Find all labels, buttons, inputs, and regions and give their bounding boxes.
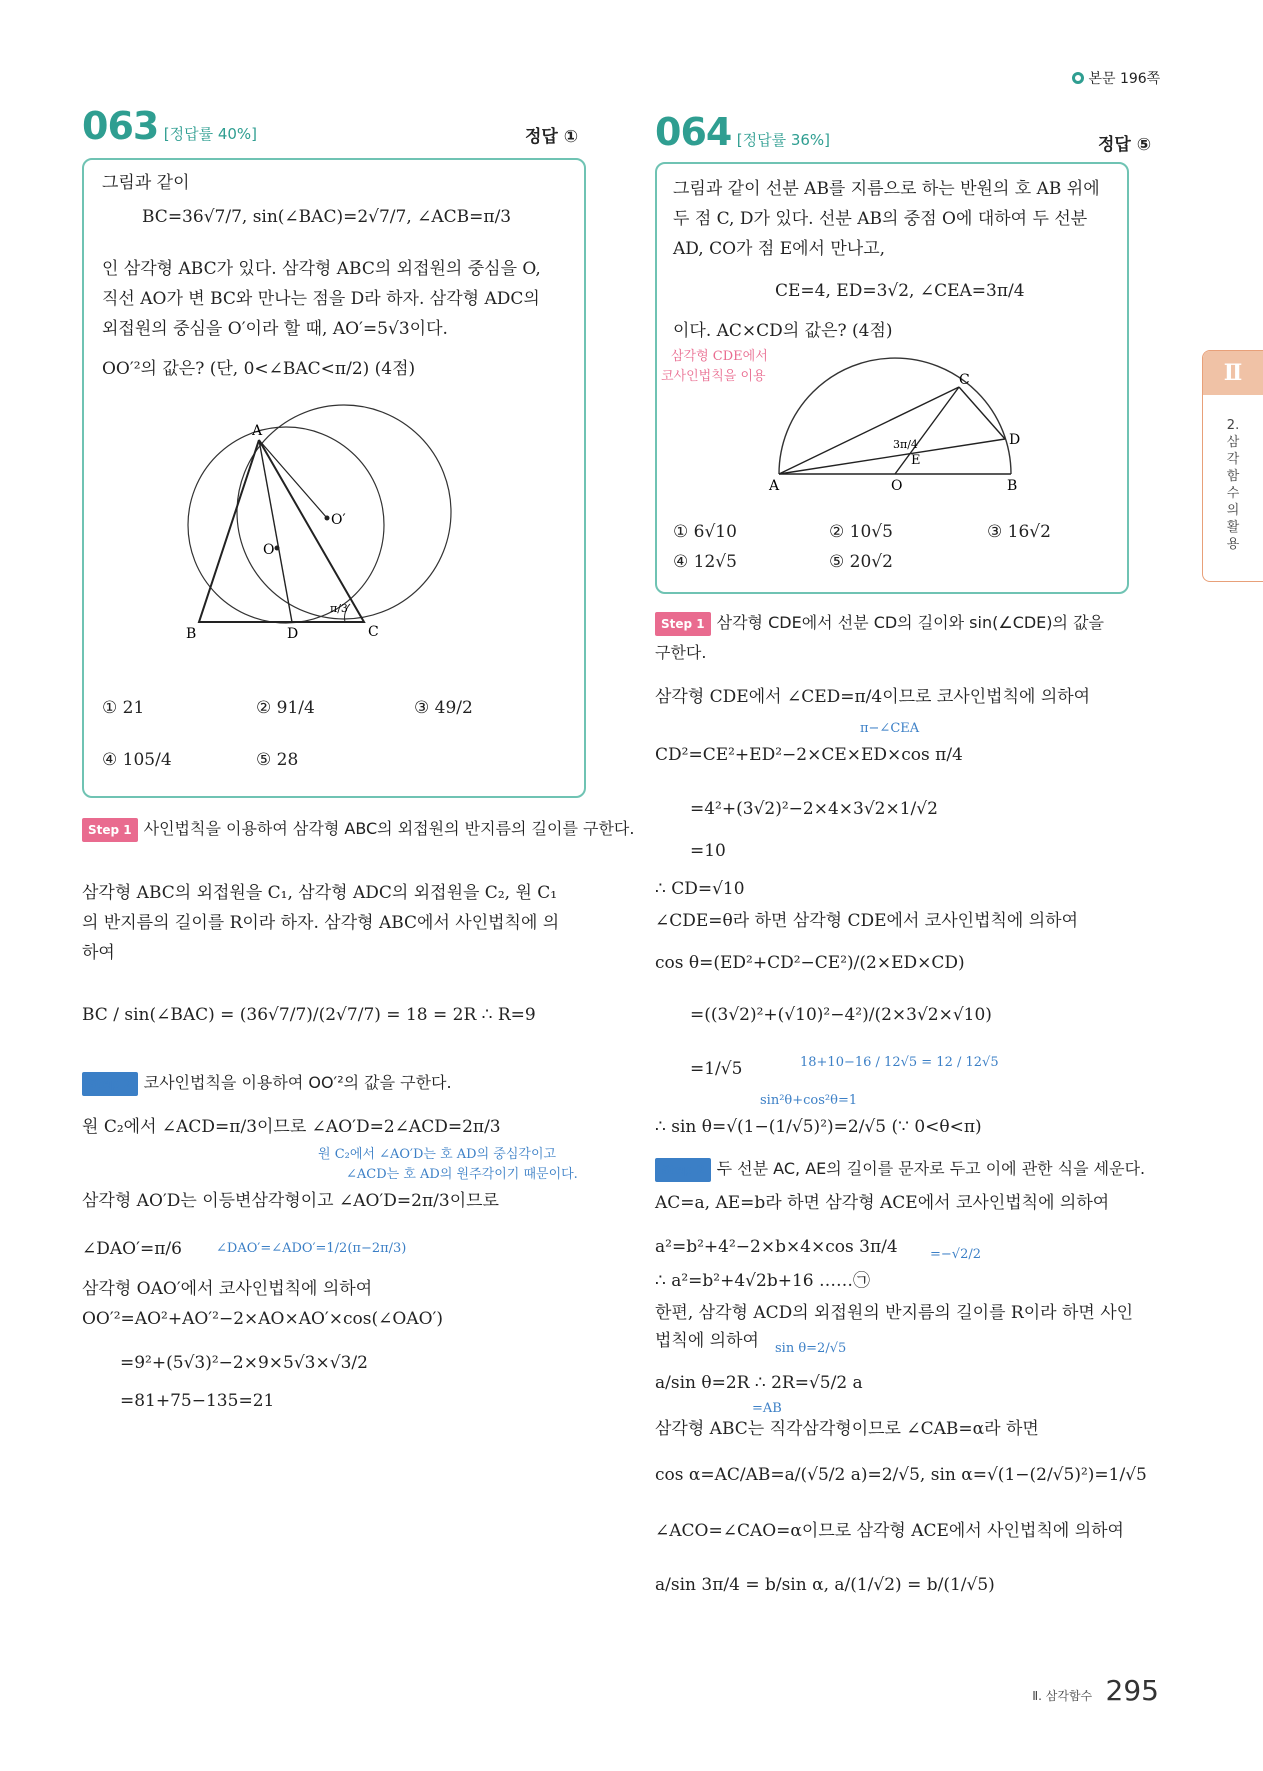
solution-line: 삼각형 ABC의 외접원을 C₁, 삼각형 ADC의 외접원을 C₂, 원 C₁ — [82, 883, 558, 903]
solution-line: =((3√2)²+(√10)²−4²)/(2×3√2×√10) — [690, 1005, 992, 1025]
page-ref-text: 본문 196쪽 — [1088, 71, 1161, 87]
label-d: D — [287, 626, 299, 642]
label-a: A — [769, 478, 780, 494]
choice-4[interactable]: ④ 105/4 — [102, 750, 172, 770]
label-o2: O′ — [331, 512, 346, 528]
point-o — [275, 546, 280, 551]
choice-1[interactable]: ① 6√10 — [673, 522, 737, 542]
problem-063-header — [82, 104, 257, 148]
segment-ao2 — [259, 440, 327, 518]
circle-icon — [1072, 72, 1084, 84]
page-footer — [1032, 1674, 1159, 1707]
solution-line: OO′²=AO²+AO′²−2×AO×AO′×cos(∠OAO′) — [82, 1309, 444, 1329]
label-angle: 3π/4 — [893, 438, 918, 451]
solution-line: cos α=AC/AB=a/(√5/2 a)=2/√5, sin α=√(1−(2/√5)²)=1/√5 — [655, 1465, 1147, 1485]
solution-line: 원 C₂에서 ∠ACD=π/3이므로 ∠AO′D=2∠ACD=2π/3 — [82, 1117, 501, 1137]
choice-5[interactable]: ⑤ 28 — [256, 750, 299, 770]
problem-line: 외접원의 중심을 O′이라 할 때, AO′=5√3이다. — [102, 319, 448, 339]
solution-line: ∠DAO′=π/6 — [82, 1239, 182, 1259]
choice-3[interactable]: ③ 16√2 — [987, 522, 1051, 542]
solution-note: =−√2/2 — [930, 1247, 981, 1262]
solution-note: =AB — [752, 1401, 782, 1416]
figure-064 — [767, 354, 1047, 494]
problem-formula: BC=36√7/7, sin(∠BAC)=2√7/7, ∠ACB=π/3 — [142, 207, 512, 227]
solution-line: =81+75−135=21 — [120, 1391, 275, 1411]
segment-co — [895, 387, 959, 474]
problem-number: 064 — [655, 110, 732, 154]
solution-line: 삼각형 OAO′에서 코사인법칙에 의하여 — [82, 1279, 373, 1299]
solution-line: ∠CDE=θ라 하면 삼각형 CDE에서 코사인법칙에 의하여 — [655, 911, 1079, 931]
problem-line: 이다. AC×CD의 값은? (4점) — [673, 321, 893, 341]
answer-label: 정답 ⑤ — [1098, 135, 1152, 155]
figure-063 — [164, 400, 504, 660]
solution-note: ∠DAO′=∠ADO′=1/2(π−2π/3) — [216, 1241, 407, 1256]
problem-formula: CE=4, ED=3√2, ∠CEA=3π/4 — [775, 281, 1025, 301]
solution-line: 하여 — [82, 943, 115, 963]
segment-ad — [779, 439, 1005, 474]
step1-heading — [82, 818, 634, 842]
label-b: B — [1007, 478, 1018, 494]
choice-2[interactable]: ② 91/4 — [256, 698, 315, 718]
solution-line: a²=b²+4²−2×b×4×cos 3π/4 — [655, 1237, 898, 1257]
solution-line: =10 — [690, 841, 726, 861]
solution-line: 법칙에 의하여 — [655, 1331, 759, 1351]
problem-number: 063 — [82, 104, 159, 148]
correct-rate: [정답률 36%] — [736, 131, 831, 149]
solution-line: ∠ACO=∠CAO=α이므로 삼각형 ACE에서 사인법칙에 의하여 — [655, 1521, 1124, 1541]
step1-title: 삼각형 CDE에서 선분 CD의 길이와 sin(∠CDE)의 값을 — [716, 613, 1104, 632]
problem-line: 인 삼각형 ABC가 있다. 삼각형 ABC의 외접원의 중심을 O, — [102, 259, 541, 279]
choice-3[interactable]: ③ 49/2 — [414, 698, 473, 718]
choice-4[interactable]: ④ 12√5 — [673, 552, 737, 572]
step2-tag: Step 2 — [655, 1158, 711, 1182]
label-e: E — [911, 453, 921, 468]
segment-cd — [959, 387, 1005, 439]
label-a: A — [252, 423, 263, 439]
solution-line: 삼각형 AO′D는 이등변삼각형이고 ∠AO′D=2π/3이므로 — [82, 1191, 499, 1211]
solution-line: 삼각형 CDE에서 ∠CED=π/4이므로 코사인법칙에 의하여 — [655, 687, 1091, 707]
solution-line: CD²=CE²+ED²−2×CE×ED×cos π/4 — [655, 745, 963, 765]
solution-note: sin θ=2/√5 — [775, 1341, 847, 1356]
problem-line: OO′²의 값은? (단, 0<∠BAC<π/2) (4점) — [102, 359, 416, 379]
step2-title: 코사인법칙을 이용하여 OO′²의 값을 구한다. — [143, 1073, 452, 1092]
triangle-abc — [199, 440, 364, 622]
hint-note: 삼각형 CDE에서 — [671, 349, 768, 364]
step1-tag: Step 1 — [655, 612, 711, 636]
solution-line: =9²+(5√3)²−2×9×5√3×√3/2 — [120, 1353, 368, 1373]
step2-heading — [655, 1158, 1145, 1182]
problem-line: AD, CO가 점 E에서 만나고, — [673, 239, 886, 259]
problem-064-box — [655, 162, 1129, 594]
solution-line: =1/√5 — [690, 1059, 743, 1079]
solution-line: 의 반지름의 길이를 R이라 하자. 삼각형 ABC에서 사인법칙에 의 — [82, 913, 560, 933]
problem-063-box — [82, 158, 586, 798]
page-number: 295 — [1105, 1674, 1159, 1707]
circumcircle-c1 — [188, 427, 384, 623]
step1-tag: Step 1 — [82, 818, 138, 842]
correct-rate: [정답률 40%] — [163, 125, 258, 143]
label-c: C — [959, 372, 970, 388]
hint-note: 코사인법칙을 이용 — [661, 369, 766, 384]
problem-line: 그림과 같이 — [102, 173, 190, 193]
label-o: O — [263, 542, 275, 558]
label-c: C — [368, 624, 379, 640]
chapter-label: 2.삼각함수의활용 — [1226, 418, 1240, 552]
problem-064-header — [655, 110, 830, 154]
solution-line: a/sin 3π/4 = b/sin α, a/(1/√2) = b/(1/√5) — [655, 1575, 995, 1595]
solution-note: sin²θ+cos²θ=1 — [760, 1093, 858, 1108]
step1-heading — [655, 612, 1104, 636]
solution-line: ∴ sin θ=√(1−(1/√5)²)=2/√5 (∵ 0<θ<π) — [655, 1117, 982, 1137]
solution-line: 삼각형 ABC는 직각삼각형이므로 ∠CAB=α라 하면 — [655, 1419, 1039, 1439]
step2-heading — [82, 1072, 452, 1096]
solution-note: ∠ACD는 호 AD의 원주각이기 때문이다. — [346, 1167, 578, 1182]
label-b: B — [186, 626, 197, 642]
choice-1[interactable]: ① 21 — [102, 698, 145, 718]
label-angle: π/3 — [330, 602, 348, 615]
problem-line: 그림과 같이 선분 AB를 지름으로 하는 반원의 호 AB 위에 — [673, 179, 1100, 199]
footer-section: Ⅱ. 삼각함수 — [1032, 1689, 1093, 1703]
solution-note: π−∠CEA — [860, 721, 920, 736]
step1-title: 사인법칙을 이용하여 삼각형 ABC의 외접원의 반지름의 길이를 구한다. — [143, 819, 635, 838]
label-d: D — [1009, 432, 1021, 448]
solution-line: =4²+(3√2)²−2×4×3√2×1/√2 — [690, 799, 938, 819]
answer-label: 정답 ① — [525, 127, 579, 147]
solution-note: 18+10−16 / 12√5 = 12 / 12√5 — [800, 1055, 999, 1070]
solution-note: 원 C₂에서 ∠AO′D는 호 AD의 중심각이고 — [318, 1147, 557, 1162]
step2-title: 두 선분 AC, AE의 길이를 문자로 두고 이에 관한 식을 세운다. — [716, 1159, 1146, 1178]
point-o2 — [325, 516, 330, 521]
solution-line: AC=a, AE=b라 하면 삼각형 ACE에서 코사인법칙에 의하여 — [655, 1193, 1110, 1213]
solution-formula: BC / sin(∠BAC) = (36√7/7)/(2√7/7) = 18 = 2R ∴ R=9 — [82, 1005, 536, 1025]
problem-line: 직선 AO가 변 BC와 만나는 점을 D라 하자. 삼각형 ADC의 — [102, 289, 540, 309]
solution-line: cos θ=(ED²+CD²−CE²)/(2×ED×CD) — [655, 953, 965, 973]
problem-line: 두 점 C, D가 있다. 선분 AB의 중점 O에 대하여 두 선분 — [673, 209, 1088, 229]
choice-5[interactable]: ⑤ 20√2 — [829, 552, 893, 572]
label-o: O — [891, 478, 903, 494]
solution-line: ∴ a²=b²+4√2b+16 ……㉠ — [655, 1271, 870, 1291]
step2-tag: Step 2 — [82, 1072, 138, 1096]
step1-title-cont: 구한다. — [655, 643, 707, 662]
solution-line: a/sin θ=2R ∴ 2R=√5/2 a — [655, 1373, 863, 1393]
solution-line: ∴ CD=√10 — [655, 879, 745, 899]
choice-2[interactable]: ② 10√5 — [829, 522, 893, 542]
solution-line: 한편, 삼각형 ACD의 외접원의 반지름의 길이를 R이라 하면 사인 — [655, 1303, 1134, 1323]
chapter-tab — [1202, 350, 1263, 582]
chapter-roman: Ⅱ — [1203, 351, 1263, 395]
page-ref — [1072, 68, 1160, 88]
